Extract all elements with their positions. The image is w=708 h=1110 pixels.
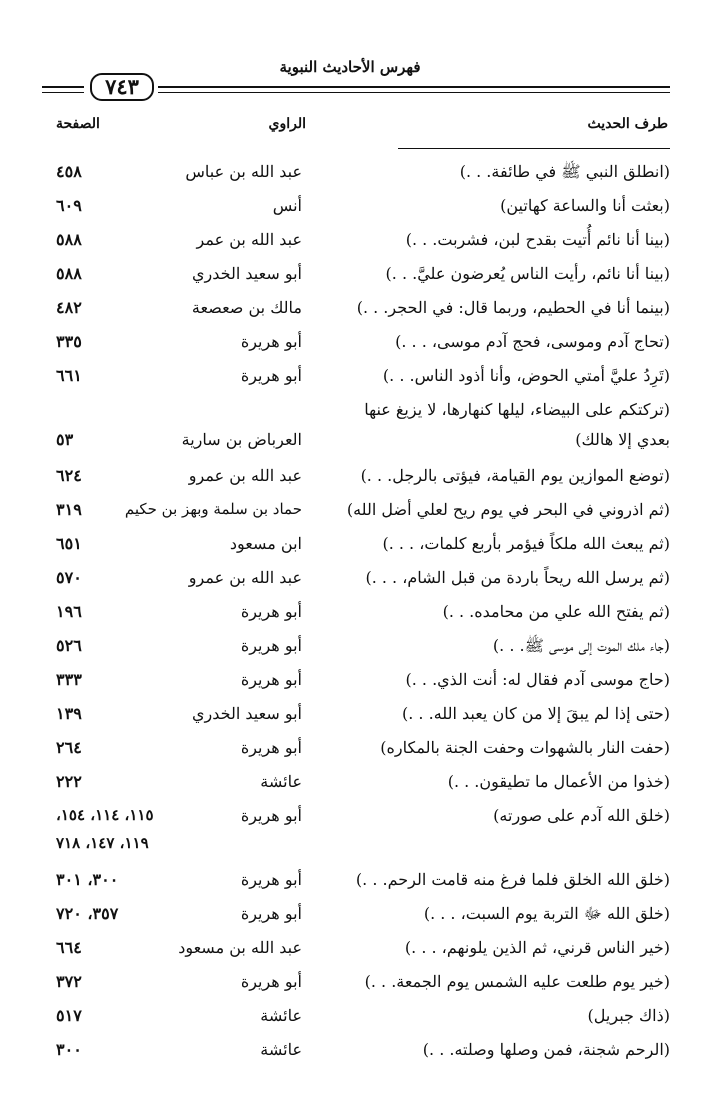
narrator: أبو سعيد الخدري bbox=[192, 704, 302, 723]
page-ref: ٥٣ bbox=[56, 430, 74, 449]
narrator: أبو هريرة bbox=[240, 670, 302, 689]
hadith-text: (ثم اذروني في البحر في يوم ريح لعلي أضل الله) bbox=[346, 500, 670, 519]
page-ref: ٣٣٣ bbox=[56, 670, 82, 689]
table-row bbox=[0, 738, 708, 766]
page-ref-continued: ١١٩، ١٤٧، ٧١٨ bbox=[56, 834, 149, 852]
narrator: حماد بن سلمة وبهز بن حكيم bbox=[124, 500, 302, 518]
hadith-text: (بعثت أنا والساعة كهاتين) bbox=[500, 196, 670, 215]
page-ref: ٦٦١ bbox=[56, 366, 82, 385]
narrator: أبو هريرة bbox=[240, 332, 302, 351]
table-row bbox=[0, 534, 708, 562]
narrator: أبو هريرة bbox=[240, 738, 302, 757]
hadith-text: (حتى إذا لم يبقَ إلا من كان يعبد الله. . .) bbox=[402, 704, 670, 723]
hadith-text-continued: بعدي إلا هالك) bbox=[575, 430, 670, 449]
hadith-text: (بينا أنا نائم أُتيت بقدح لبن، فشربت. . .) bbox=[405, 230, 670, 249]
narrator: عبد الله بن عباس bbox=[185, 162, 302, 181]
table-row bbox=[0, 466, 708, 494]
hadith-text: (خذوا من الأعمال ما تطيقون. . .) bbox=[447, 772, 670, 791]
table-row bbox=[0, 264, 708, 292]
page-ref: ٣٠٠، ٣٠١ bbox=[56, 870, 119, 889]
hadith-text: (ذاك جبريل) bbox=[587, 1006, 670, 1025]
hadith-text: (بينا أنا نائم، رأيت الناس يُعرضون عليَّ. . .) bbox=[385, 264, 670, 283]
table-row bbox=[0, 400, 708, 462]
hadith-text: (تَرِدُ عليَّ أمتي الحوض، وأنا أذود الناس. . .) bbox=[382, 366, 670, 385]
table-row bbox=[0, 1040, 708, 1068]
page-ref: ١١٥، ١١٤، ١٥٤، bbox=[56, 806, 154, 824]
page-ref: ١٣٩ bbox=[56, 704, 82, 723]
page-ref: ٤٨٢ bbox=[56, 298, 82, 317]
hadith-text: (جاء ملك الموت إلى موسى ﷺ. . .) bbox=[492, 636, 670, 655]
narrator: عبد الله بن عمرو bbox=[188, 466, 302, 485]
narrator: عبد الله بن عمر bbox=[196, 230, 302, 249]
table-row bbox=[0, 366, 708, 394]
hadith-text: (خير الناس قرني، ثم الذين يلونهم، . . .) bbox=[404, 938, 670, 957]
hadith-text: (خلق الله آدم على صورته) bbox=[493, 806, 670, 825]
table-row bbox=[0, 670, 708, 698]
table-row bbox=[0, 196, 708, 224]
narrator: أبو هريرة bbox=[240, 870, 302, 889]
table-row bbox=[0, 332, 708, 360]
hadith-text: (انطلق النبي ﷺ في طائفة. . .) bbox=[459, 162, 670, 181]
column-heading-page: الصفحة bbox=[56, 116, 100, 132]
hadith-text: (توضع الموازين يوم القيامة، فيؤتى بالرجل. . .) bbox=[360, 466, 670, 485]
table-row bbox=[0, 806, 708, 866]
table-row bbox=[0, 938, 708, 966]
page-ref: ٥٨٨ bbox=[56, 264, 82, 283]
narrator: أنس bbox=[272, 196, 302, 215]
hadith-text: (حفت النار بالشهوات وحفت الجنة بالمكاره) bbox=[380, 738, 670, 757]
page-ref: ٦٠٩ bbox=[56, 196, 82, 215]
running-title: فهرس الأحاديث النبوية bbox=[279, 58, 421, 76]
column-heading-hadith: طرف الحديث bbox=[587, 116, 668, 132]
hadith-text: (تركتكم على البيضاء، ليلها كنهارها، لا يزيغ عنها bbox=[364, 400, 670, 419]
header-rule-left-thin bbox=[42, 92, 84, 93]
hadith-text: (ثم يبعث الله ملكاً فيؤمر بأربع كلمات، . . .) bbox=[382, 534, 670, 553]
table-row bbox=[0, 1006, 708, 1034]
narrator: أبو هريرة bbox=[240, 904, 302, 923]
page-ref: ٤٥٨ bbox=[56, 162, 82, 181]
table-row bbox=[0, 500, 708, 528]
page-ref: ٣٧٢ bbox=[56, 972, 82, 991]
page-ref: ٣٥٧، ٧٢٠ bbox=[56, 904, 119, 923]
page-ref: ٥٢٦ bbox=[56, 636, 82, 655]
page-ref: ٣١٩ bbox=[56, 500, 82, 519]
page-ref: ٢٢٢ bbox=[56, 772, 82, 791]
page-ref: ٣٠٠ bbox=[56, 1040, 82, 1059]
page-ref: ٥٧٠ bbox=[56, 568, 82, 587]
page-ref: ١٩٦ bbox=[56, 602, 82, 621]
narrator: أبو هريرة bbox=[240, 972, 302, 991]
page-ref: ٦٢٤ bbox=[56, 466, 82, 485]
narrator: أبو هريرة bbox=[240, 636, 302, 655]
table-row bbox=[0, 162, 708, 190]
header-rule-left bbox=[42, 86, 84, 88]
narrator: أبو هريرة bbox=[240, 602, 302, 621]
page-ref: ٥١٧ bbox=[56, 1006, 82, 1025]
table-row bbox=[0, 772, 708, 800]
hadith-text: (بينما أنا في الحطيم، وربما قال: في الحجر. . .) bbox=[356, 298, 670, 317]
narrator: عائشة bbox=[260, 1040, 302, 1059]
hadith-text: (خلق الله الخلق فلما فرغ منه قامت الرحم. . .) bbox=[355, 870, 670, 889]
hadith-text: (تحاج آدم وموسى، فحج آدم موسى، . . .) bbox=[395, 332, 670, 351]
table-row bbox=[0, 972, 708, 1000]
hadith-text: (حاج موسى آدم فقال له: أنت الذي. . .) bbox=[405, 670, 670, 689]
header-rule-thin bbox=[158, 92, 670, 93]
narrator: ابن مسعود bbox=[229, 534, 302, 553]
heading-underline bbox=[398, 148, 670, 149]
page-ref: ٦٥١ bbox=[56, 534, 82, 553]
narrator: عبد الله بن عمرو bbox=[188, 568, 302, 587]
narrator: عبد الله بن مسعود bbox=[178, 938, 302, 957]
narrator: مالك بن صعصعة bbox=[191, 298, 302, 317]
narrator: العرباض بن سارية bbox=[181, 430, 302, 449]
hadith-text: (خير يوم طلعت عليه الشمس يوم الجمعة. . .) bbox=[364, 972, 670, 991]
header-rule bbox=[158, 86, 670, 88]
page-number: ٧٤٣ bbox=[90, 73, 154, 101]
table-row bbox=[0, 298, 708, 326]
narrator: عائشة bbox=[260, 772, 302, 791]
table-row bbox=[0, 568, 708, 596]
table-row bbox=[0, 704, 708, 732]
table-row bbox=[0, 230, 708, 258]
hadith-text: (خلق الله ﷻ التربة يوم السبت، . . .) bbox=[423, 904, 670, 923]
table-row bbox=[0, 870, 708, 898]
table-row bbox=[0, 636, 708, 664]
hadith-text: (الرحم شجنة، فمن وصلها وصلته. . .) bbox=[422, 1040, 670, 1059]
hadith-text: (ثم يرسل الله ريحاً باردة من قبل الشام، . . .) bbox=[365, 568, 670, 587]
page-ref: ٢٦٤ bbox=[56, 738, 82, 757]
narrator: أبو هريرة bbox=[240, 806, 302, 825]
column-heading-narrator: الراوي bbox=[268, 116, 306, 132]
narrator: عائشة bbox=[260, 1006, 302, 1025]
table-row bbox=[0, 904, 708, 932]
hadith-text: (ثم يفتح الله علي من محامده. . .) bbox=[442, 602, 670, 621]
table-row bbox=[0, 602, 708, 630]
page-ref: ٥٨٨ bbox=[56, 230, 82, 249]
page-ref: ٦٦٤ bbox=[56, 938, 82, 957]
narrator: أبو سعيد الخدري bbox=[192, 264, 302, 283]
page-ref: ٣٣٥ bbox=[56, 332, 82, 351]
narrator: أبو هريرة bbox=[240, 366, 302, 385]
